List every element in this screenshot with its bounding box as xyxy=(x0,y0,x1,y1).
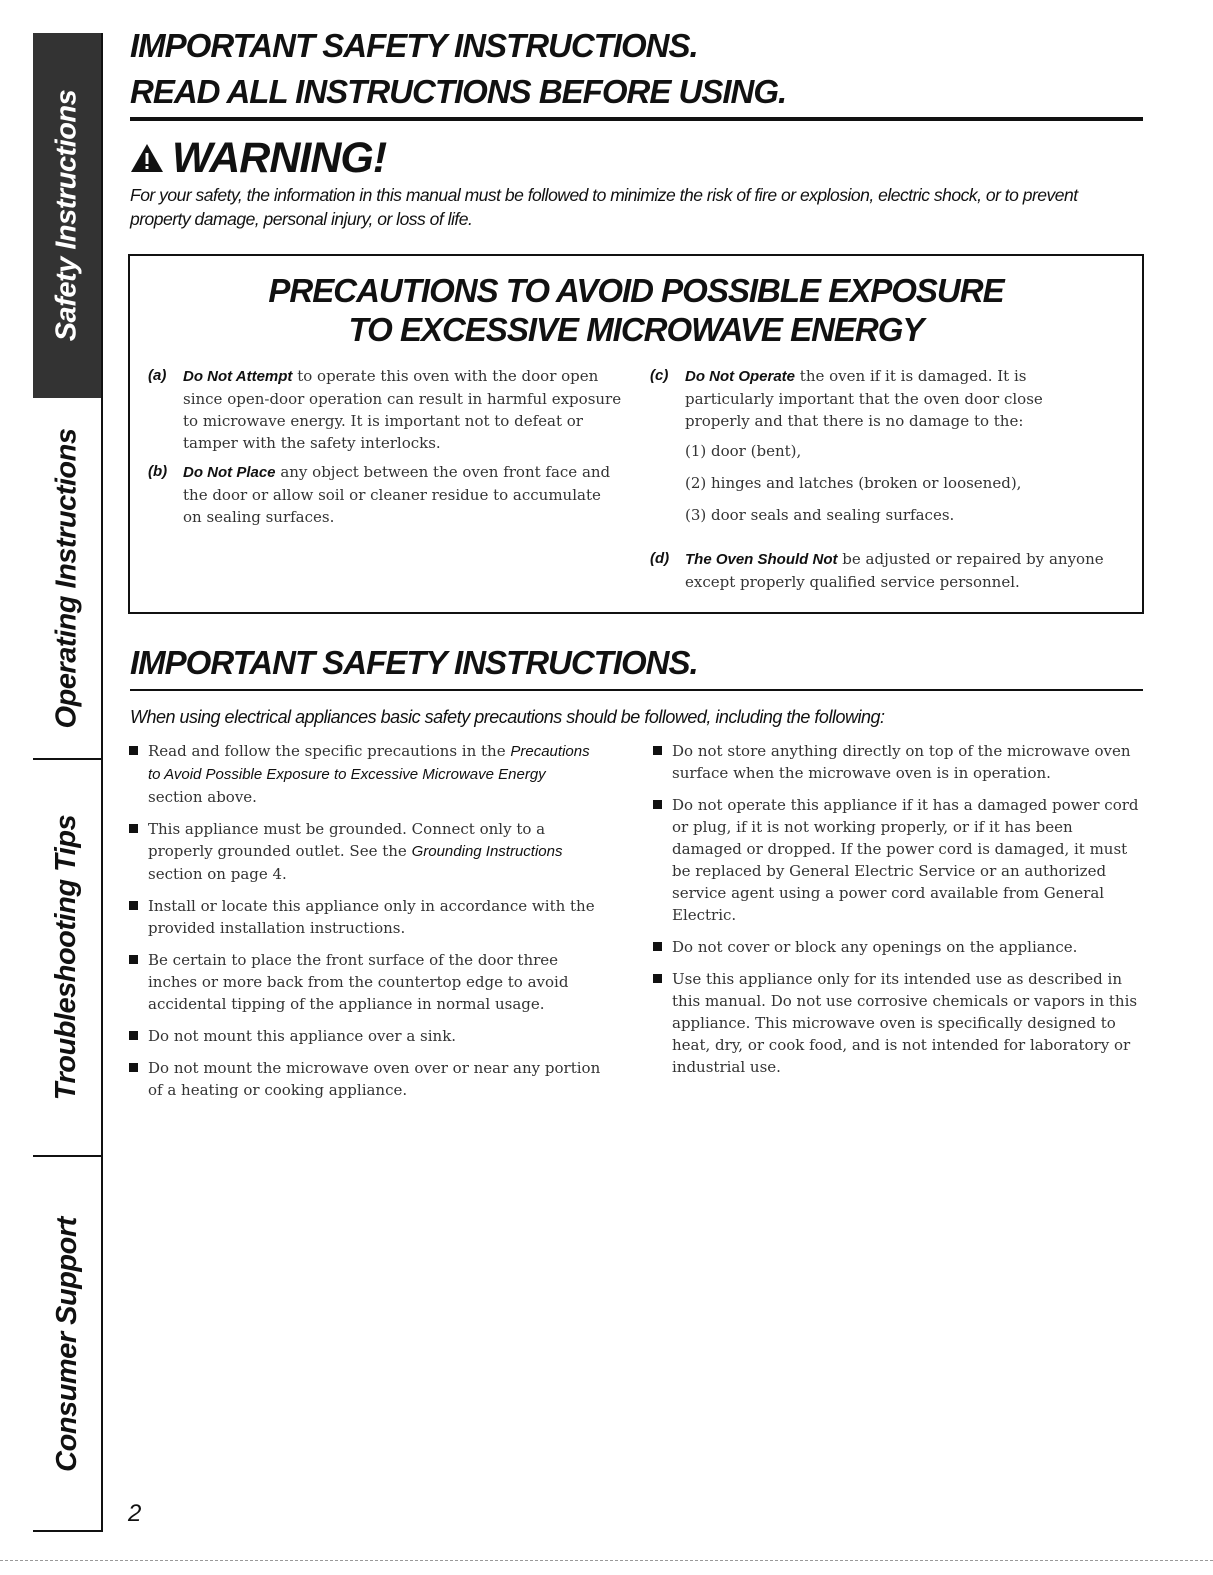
bullet-list-right xyxy=(652,740,1142,1088)
bullet-icon xyxy=(129,1063,138,1072)
warning-header xyxy=(130,134,386,182)
precaution-lead: Do Not Attempt xyxy=(183,368,293,385)
bullet-icon xyxy=(129,824,138,833)
sidebar-tab-label: Troubleshooting Tips xyxy=(50,814,83,1101)
precaution-c-item: (3) door seals and sealing surfaces. xyxy=(685,506,955,524)
sidebar-tab-troubleshooting-tips[interactable] xyxy=(33,760,103,1155)
page-bottom-divider xyxy=(0,1560,1213,1561)
bullet-icon xyxy=(129,1031,138,1040)
precautions-title-line2: TO EXCESSIVE MICROWAVE ENERGY xyxy=(348,311,924,348)
intro-text: When using electrical appliances basic safety precautions should be followed, including the following: xyxy=(130,707,885,727)
list-item: Do not mount this appliance over a sink. xyxy=(128,1025,603,1047)
precaution-c xyxy=(650,365,1090,526)
precaution-text: any object between the oven front face and the door or allow soil or cleaner residue to accumulate on sealing surfaces. xyxy=(183,463,611,526)
sidebar-tab-operating-instructions[interactable] xyxy=(33,398,103,758)
precaution-d xyxy=(650,548,1110,593)
precaution-lead: Do Not Place xyxy=(183,464,276,481)
precautions-box xyxy=(128,254,1144,614)
header-rule xyxy=(130,117,1143,121)
precaution-label: (d) xyxy=(650,550,670,567)
list-item: Do not store anything directly on top of the microwave oven surface when the microwave oven is in operation. xyxy=(652,740,1142,784)
list-item: Do not operate this appliance if it has a damaged power cord or plug, if it is not working properly, or if it has been damaged or dropped. If the power cord is damaged, it must be replaced by General Electric Service or an authorized service agent using a power cord available from General Electric. xyxy=(652,794,1142,926)
bullet-icon xyxy=(653,942,662,951)
precaution-c-item: (2) hinges and latches (broken or loosened), xyxy=(685,474,1022,492)
page-number: 2 xyxy=(128,1500,142,1527)
list-item: Use this appliance only for its intended use as described in this manual. Do not use corrosive chemicals or vapors in this appliance. This microwave oven is specifically designed to heat, dry, or cook food, and is not intended for laboratory or industrial use. xyxy=(652,968,1142,1078)
warning-title: WARNING! xyxy=(172,134,387,182)
precaution-text: to operate this oven with the door open since open-door operation can result in harmful exposure to microwave energy. It is important not to defeat or tamper with the safety interlocks. xyxy=(183,367,622,452)
list-item: Do not cover or block any openings on the appliance. xyxy=(652,936,1142,958)
bullet-icon xyxy=(129,901,138,910)
bullet-list-left xyxy=(128,740,603,1111)
list-item: Do not mount the microwave oven over or near any portion of a heating or cooking appliance. xyxy=(128,1057,603,1101)
sidebar-tab-label: Safety Instructions xyxy=(50,89,83,342)
precaution-label: (c) xyxy=(650,367,669,384)
precaution-label: (b) xyxy=(148,463,168,480)
page-title: IMPORTANT SAFETY INSTRUCTIONS. xyxy=(130,27,698,64)
precaution-label: (a) xyxy=(148,367,167,384)
precaution-lead: The Oven Should Not xyxy=(685,551,838,568)
page-subtitle: READ ALL INSTRUCTIONS BEFORE USING. xyxy=(130,73,787,110)
bullet-icon xyxy=(129,746,138,755)
precaution-lead: Do Not Operate xyxy=(685,368,796,385)
warning-text: For your safety, the information in this manual must be followed to minimize the risk of fire or explosion, electric shock, or to prevent property damage, personal injury, or loss of life. xyxy=(130,185,1078,229)
tab-divider xyxy=(33,1530,103,1532)
bullet-icon xyxy=(653,800,662,809)
precaution-b xyxy=(148,461,623,528)
bullet-icon xyxy=(653,746,662,755)
list-item: Be certain to place the front surface of the door three inches or more back from the countertop edge to avoid accidental tipping of the appliance in normal usage. xyxy=(128,949,603,1015)
sidebar-tab-consumer-support[interactable] xyxy=(33,1157,103,1532)
bullet-icon xyxy=(129,955,138,964)
list-item: This appliance must be grounded. Connect only to a properly grounded outlet. See the Grounding Instructions section on page 4. xyxy=(128,818,603,885)
precaution-a xyxy=(148,365,623,454)
sidebar-tab-label: Operating Instructions xyxy=(50,428,83,728)
sidebar-tab-safety-instructions[interactable] xyxy=(33,33,103,398)
precautions-title-line1: PRECAUTIONS TO AVOID POSSIBLE EXPOSURE xyxy=(268,272,1004,309)
list-item: Read and follow the specific precautions in the Precautions to Avoid Possible Exposure to Excessive Microwave Energy section above. xyxy=(128,740,603,808)
section-rule xyxy=(130,689,1143,691)
precaution-text: the oven if it is damaged. It is particularly important that the oven door close properly and that there is no damage to the: xyxy=(685,367,1043,430)
list-item: Install or locate this appliance only in accordance with the provided installation instructions. xyxy=(128,895,603,939)
sidebar-tab-label: Consumer Support xyxy=(50,1217,83,1472)
precaution-c-item: (1) door (bent), xyxy=(685,442,802,460)
section-heading: IMPORTANT SAFETY INSTRUCTIONS. xyxy=(130,644,698,681)
warning-triangle-icon xyxy=(130,143,164,173)
bullet-icon xyxy=(653,974,662,983)
precaution-text: be adjusted or repaired by anyone except properly qualified service personnel. xyxy=(685,550,1104,591)
